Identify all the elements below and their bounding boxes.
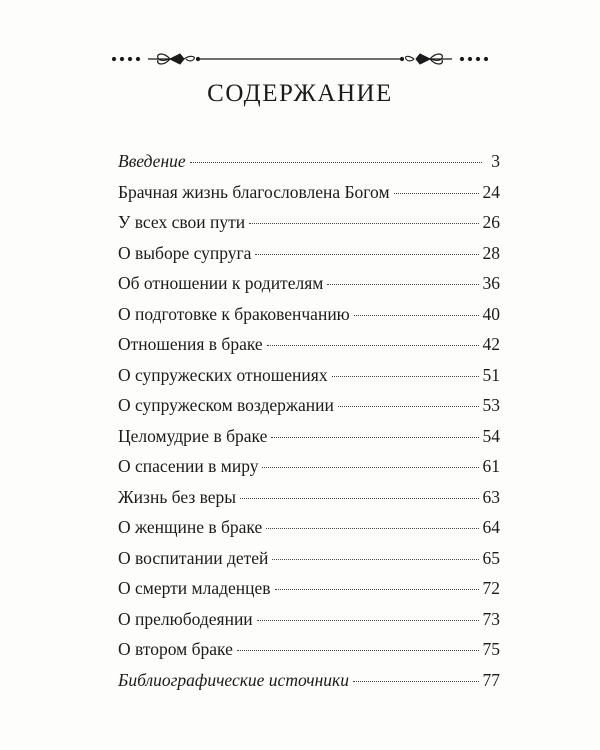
toc-entry-page: 51 [482, 364, 500, 385]
dot-leader [240, 498, 478, 499]
dot-leader [266, 528, 478, 529]
toc-entry-page: 64 [482, 517, 500, 537]
toc-entry-page: 54 [482, 425, 500, 446]
toc-entry-title: О супружеском воздержании [118, 395, 334, 415]
toc-entry[interactable] [118, 543, 500, 574]
toc-entry-title: Библиографические источники [118, 669, 349, 690]
toc-entry[interactable] [118, 390, 500, 421]
toc-entry-title: О спасении в миру [118, 456, 259, 476]
toc-entry-title: О выборе супруга [118, 242, 252, 263]
toc-entry[interactable] [118, 177, 500, 208]
toc-entry-page: 63 [482, 486, 500, 507]
dot-leader [249, 223, 478, 224]
toc-entry-title: Брачная жизнь благословлена Богом [118, 181, 390, 202]
toc-entry[interactable] [118, 512, 500, 543]
dot-leader [190, 162, 482, 163]
toc-entry-page: 75 [482, 639, 500, 659]
toc-entry[interactable] [118, 238, 500, 269]
toc-entry-title: У всех свои пути [118, 212, 246, 232]
toc-entry-page: 3 [491, 151, 500, 171]
toc-entry-page: 42 [482, 334, 500, 354]
toc-entry[interactable] [118, 421, 500, 452]
dot-leader [394, 193, 479, 194]
toc-entry[interactable] [118, 268, 500, 299]
page-title: СОДЕРЖАНИЕ [207, 80, 393, 107]
toc-entry-page: 24 [482, 181, 500, 202]
toc-entry-title: О подготовке к браковенчанию [118, 303, 350, 324]
dot-leader [275, 589, 479, 590]
toc-entry-title: О супружеских отношениях [118, 364, 328, 385]
toc-entry[interactable] [118, 482, 500, 513]
toc-entry-title: Отношения в браке [118, 334, 263, 354]
dot-leader [271, 437, 478, 438]
toc-entry[interactable] [118, 604, 500, 635]
toc-entry[interactable] [118, 634, 500, 665]
toc-entry-page: 40 [482, 303, 500, 324]
toc-entry-page: 53 [482, 395, 500, 415]
dot-leader [257, 620, 479, 621]
toc-entry[interactable] [118, 573, 500, 604]
toc-entry-page: 36 [482, 273, 500, 293]
toc-entry-page: 28 [482, 242, 500, 263]
toc-entry-title: О прелюбодеянии [118, 608, 253, 629]
dot-leader [272, 559, 478, 560]
toc-entry[interactable] [118, 451, 500, 482]
dot-leader [338, 406, 479, 407]
toc-entry[interactable] [118, 146, 500, 177]
toc-entry-title: Введение [118, 151, 186, 171]
toc-entry[interactable] [118, 207, 500, 238]
toc-entry[interactable] [118, 329, 500, 360]
toc-entry-page: 73 [482, 608, 500, 629]
toc-entry-page: 65 [482, 547, 500, 568]
toc-entry-page: 77 [482, 669, 500, 690]
toc-entry-page: 26 [482, 212, 500, 232]
toc-entry-title: Жизнь без веры [118, 486, 237, 507]
toc-entry-page: 72 [482, 578, 500, 598]
dot-leader [237, 650, 479, 651]
toc-entry-title: О воспитании детей [118, 547, 269, 568]
toc-entry-title: О смерти младенцев [118, 578, 271, 598]
toc-entry-title: Об отношении к родителям [118, 273, 324, 293]
dot-leader [255, 254, 478, 255]
dot-leader [353, 681, 479, 682]
dot-leader [332, 376, 479, 377]
toc-entry-title: О женщине в браке [118, 517, 263, 537]
toc-entry-title: О втором браке [118, 639, 233, 659]
dot-leader [354, 315, 479, 316]
dot-leader [327, 284, 478, 285]
toc-entry[interactable] [118, 360, 500, 391]
dot-leader [262, 467, 478, 468]
toc-entry[interactable] [118, 665, 500, 696]
toc-entry-page: 61 [482, 456, 500, 476]
toc-entry-title: Целомудрие в браке [118, 425, 268, 446]
toc-entry[interactable] [118, 299, 500, 330]
decorative-flourish-icon [110, 44, 490, 74]
table-of-contents [118, 146, 500, 695]
dot-leader [267, 345, 479, 346]
